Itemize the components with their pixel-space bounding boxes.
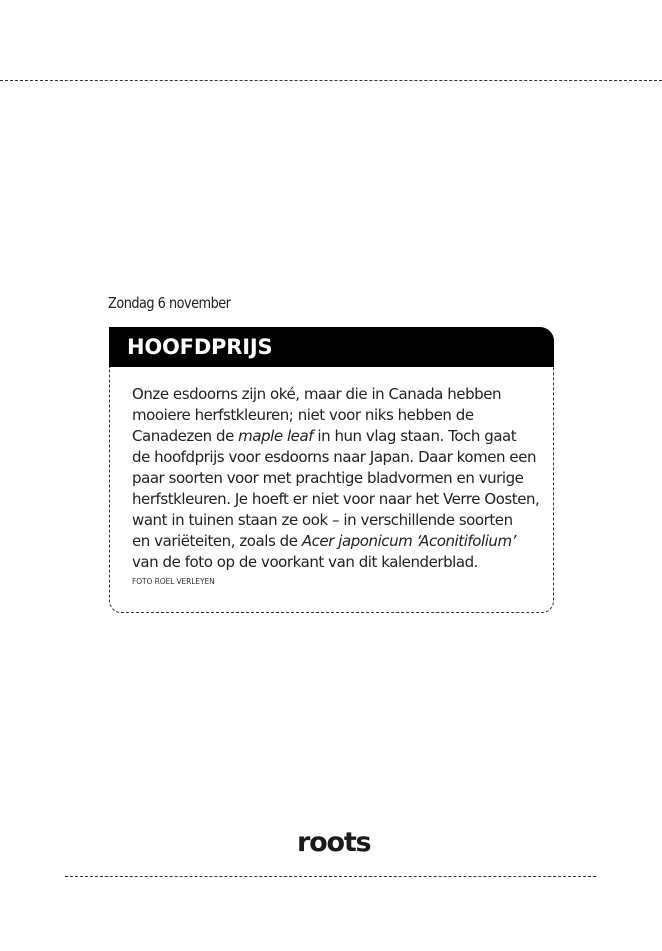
body-line: paar soorten voor met prachtige bladvormen en vurige (132, 469, 524, 487)
card-header (109, 327, 554, 367)
body-line: Onze esdoorns zijn oké, maar die in Canada hebben (132, 385, 502, 403)
body-line: van de foto op de voorkant van dit kalenderblad. (132, 553, 478, 571)
cut-line-bottom (65, 876, 596, 877)
photo-credit: FOTO ROEL VERLEYEN (132, 577, 215, 586)
body-line: en variëteiten, zoals de Acer japonicum ‘Aconitifolium’ (132, 532, 516, 550)
body-text (132, 384, 542, 573)
body-line: herfstkleuren. Je hoeft er niet voor naar het Verre Oosten, (132, 490, 540, 508)
roots-logo: roots (297, 827, 371, 858)
italic-term: maple leaf (238, 427, 314, 445)
cut-line-top (0, 80, 662, 81)
date-label: Zondag 6 november (108, 294, 231, 312)
prize-card (109, 327, 554, 613)
body-line: Canadezen de maple leaf in hun vlag staan. Toch gaat (132, 427, 517, 445)
body-line: de hoofdprijs voor esdoorns naar Japan. Daar komen een (132, 448, 537, 466)
body-line: mooiere herfstkleuren; niet voor niks hebben de (132, 406, 474, 424)
card-body (109, 367, 554, 613)
italic-species-name: Acer japonicum ‘Aconitifolium’ (301, 532, 516, 550)
body-line: want in tuinen staan ze ook – in verschillende soorten (132, 511, 513, 529)
card-title: HOOFDPRIJS (127, 335, 273, 359)
